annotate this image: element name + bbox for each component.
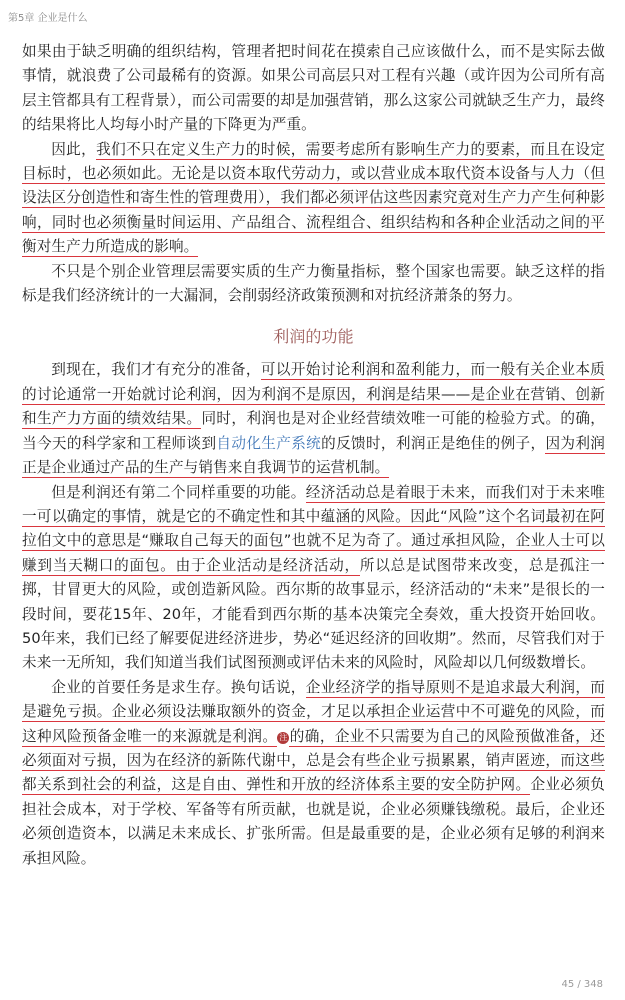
highlight-underline[interactable]: 经济活动总是着眼于未来，而我们对于未来唯一可以确定的事情，就是它的不确定性和其中蕴涵的风险。 (22, 483, 605, 525)
paragraph-2 (22, 138, 605, 260)
highlight-underline[interactable]: 企业经济学的指导原则不是追求最大利润，而是避免亏损。企业必须设法赚取额外的资金，才足以承担企业运营中不可避免的风险，而这种风险预备金唯一的来源就是利润。 (22, 678, 605, 745)
paragraph-text: 的反馈时，利润正是绝佳的例子， (321, 434, 546, 452)
paragraph-text: 到现在，我们才有充分的准备， (51, 361, 261, 379)
paragraph-5 (22, 481, 605, 676)
highlight-underline[interactable]: 我们不只在定义生产力的时候，需要考虑所有影响生产力的要素，而且在设定目标时，也必须如此。无论是以资本取代劳动力，或以营业成本取代资本设备与人力（但设法区分创造性和寄生性的管理费用），我们都必须评估这些因素究竟对生产力产生何种影响，同时也必须衡量时间运用、产品组合、流程组合、组织结构和各种企业活动之间的平衡对生产力所造成的影响。 (22, 140, 605, 256)
term-link[interactable]: 自动化生产系统 (216, 434, 322, 452)
highlight-underline[interactable]: 由于企业活动是经济活动， (175, 556, 360, 574)
paragraph-text: 所以总是试图带来改变，总是孤注一掷，甘冒更大的风险，或创造新风险。西尔斯的故事显示，经济活动的“未来”是很长的一段时间，要花15年、20年，才能看到西尔斯的基本决策完全奏效，重大投资开始回收。50年来，我们已经了解要促进经济进步，势必“延迟经济的回收期”。然而，尽管我们对于未来一无所知，我们知道当我们试图预测或评估未来的风险时，风险却以几何级数增长。 (22, 556, 605, 672)
section-title: 利润的功能 (273, 327, 354, 347)
paragraph-text: 因此， (51, 140, 97, 158)
paragraph-6 (22, 676, 605, 871)
paragraph-text: 企业的首要任务是求生存。换句话说， (51, 678, 306, 696)
paragraph-1: 如果由于缺乏明确的组织结构，管理者把时间花在摸索自己应该做什么，而不是实际去做事情，就浪费了公司最稀有的资源。如果公司高层只对工程有兴趣（或许因为公司所有高层主管都具有工程背景），而公司需要的却是加强营销，那么这家公司就缺乏生产力，最终的结果将比人均每小时产量的下降更为严重。 (22, 43, 605, 134)
highlight-underline[interactable]: 因此“风险”这个名词最初在阿拉伯文中的意思是“赚取自己每天的面包”也就不足为奇了。 (22, 507, 605, 550)
paragraph-text: 企业必须负担社会成本，对于学校、军备等有所贡献，也就是说，企业必须赚钱缴税。最后，企业还必须创造资本，以满足未来成长、扩张所需。但是最重要的是，企业必须有足够的利润来承担风险。 (22, 776, 605, 867)
page-number: 45 / 348 (561, 979, 603, 990)
footnote-icon[interactable]: 注 (279, 732, 288, 742)
highlight-underline[interactable]: 的确，企业不只需要为自己的风险预做准备，还必须面对亏损，因为在经济的新陈代谢中，总是会有些企业亏损累累，销声匿迹，而这些都关系到社会的利益，这是自由、弹性和开放的经济体系主要的安全防护网。 (22, 727, 606, 794)
highlight-underline[interactable]: 可以开始讨论利润和盈利能力，而一般有关企业本质的讨论通常一开始就讨论利润，因为利润不是原因，利润是结果——是企业在营销、创新和生产力方面的绩效结果。 (22, 361, 605, 428)
chapter-header: 第5章 企业是什么 (8, 13, 88, 24)
paragraph-4 (22, 358, 605, 480)
paragraph-text: 同时，利润也是对企业经营绩效唯一可能的检验方式。的确，当今天的科学家和工程师谈到 (22, 410, 606, 452)
highlight-underline[interactable]: 通过承担风险，企业人士可以赚到当天糊口的面包。 (22, 532, 605, 574)
highlight-underline[interactable]: 因为利润正是企业通过产品的生产与销售来自我调节的运营机制。 (22, 434, 605, 477)
paragraph-3: 不只是个别企业管理层需要实质的生产力衡量指标，整个国家也需要。缺乏这样的指标是我们经济统计的一大漏洞，会削弱经济政策预测和对抗经济萧条的努力。 (22, 262, 605, 305)
reader-content (22, 40, 605, 871)
paragraph-text: 但是利润还有第二个同样重要的功能。 (51, 483, 306, 501)
